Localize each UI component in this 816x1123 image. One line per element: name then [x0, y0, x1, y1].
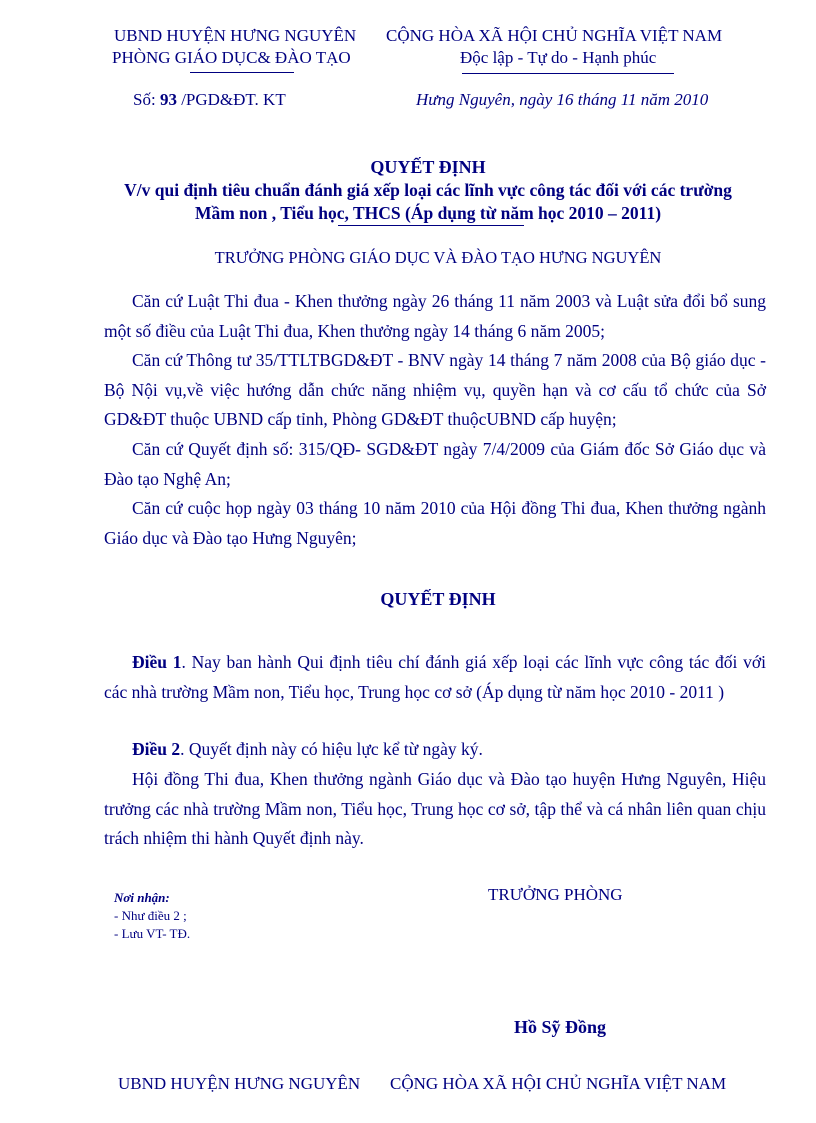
document-title: QUYẾT ĐỊNH [370, 157, 486, 177]
authority-line: TRƯỞNG PHÒNG GIÁO DỤC VÀ ĐÀO TẠO HƯNG NGUYÊN [214, 248, 662, 267]
header-right-rule [462, 73, 674, 74]
recipients-heading: Nơi nhận: [114, 890, 170, 905]
article-2-text: . Quyết định này có hiệu lực kể từ ngày ký. [180, 739, 483, 759]
ground-paragraph: Căn cứ cuộc họp ngày 03 tháng 10 năm 2010 của Hội đồng Thi đua, Khen thưởng ngành Giáo dục và Đào tạo Hưng Nguyên; [104, 498, 766, 548]
article-2-label: Điều 2 [132, 739, 181, 759]
national-motto: Độc lập - Tự do - Hạnh phúc [460, 48, 657, 67]
article-1-label: Điều 1 [132, 652, 182, 672]
header-left-rule [190, 72, 294, 73]
ground-paragraph: Căn cứ Thông tư 35/TTLTBGD&ĐT - BNV ngày 14 tháng 7 năm 2008 của Bộ giáo dục - Bộ Nội vụ,về việc hướng dẫn chức năng nhiệm vụ, quyền hạn và cơ cấu tổ chức của Sở GD&ĐT thuộc UBND cấp tỉnh, Phòng GD&ĐT thuộcUBND cấp huyện; [104, 350, 766, 429]
article-2 [104, 735, 766, 765]
document-number [133, 90, 286, 110]
document-number-value: 93 [159, 90, 177, 109]
closing-paragraph: Hội đồng Thi đua, Khen thưởng ngành Giáo dục và Đào tạo huyện Hưng Nguyên, Hiệu trưởng các nhà trường Mầm non, Tiểu học, Trung học cơ sở, tập thể và cá nhân liên quan chịu trách nhiệm thi hành Quyết định này. [104, 769, 766, 848]
article-1-text: . Nay ban hành Qui định tiêu chí đánh giá xếp loại các lĩnh vực công tác đối với các nhà trường Mầm non, Tiểu học, Trung học cơ sở (Áp dụng từ năm học 2010 - 2011 ) [104, 652, 767, 702]
document-number-prefix: Số: [133, 90, 160, 109]
subject-rule [338, 225, 524, 226]
recipient-item: - Như điều 2 ; [114, 908, 187, 923]
issuing-authority-office: PHÒNG GIÁO DỤC& ĐÀO TẠO [112, 48, 351, 67]
ground-paragraph: Căn cứ Luật Thi đua - Khen thưởng ngày 26 tháng 11 năm 2003 và Luật sửa đổi bổ sung một số điều của Luật Thi đua, Khen thưởng ngày 14 tháng 6 năm 2005; [104, 291, 766, 341]
article-1 [104, 648, 766, 707]
place-and-date: Hưng Nguyên, ngày 16 tháng 11 năm 2010 [416, 90, 709, 109]
document-number-suffix: /PGD&ĐT. KT [176, 90, 286, 109]
document-subject-line2: Mầm non , Tiểu học, THCS (Áp dụng từ năm học 2010 – 2011) [194, 203, 662, 223]
ground-paragraph: Căn cứ Quyết định số: 315/QĐ- SGD&ĐT ngày 7/4/2009 của Giám đốc Sở Giáo dục và Đào tạo Nghệ An; [104, 439, 766, 489]
signatory-name: Hồ Sỹ Đồng [514, 1017, 607, 1037]
document-subject-line1: V/v qui định tiêu chuẩn đánh giá xếp loại các lĩnh vực công tác đối với các trường [124, 180, 732, 200]
decision-heading: QUYẾT ĐỊNH [380, 589, 496, 609]
national-title: CỘNG HÒA XÃ HỘI CHỦ NGHĨA VIỆT NAM [386, 26, 723, 45]
recipient-item: - Lưu VT- TĐ. [114, 926, 191, 941]
issuing-authority-district: UBND HUYỆN HƯNG NGUYÊN [114, 26, 357, 45]
signature-title: TRƯỞNG PHÒNG [488, 885, 623, 904]
footer-authority: UBND HUYỆN HƯNG NGUYÊN [118, 1074, 361, 1093]
footer-national-title: CỘNG HÒA XÃ HỘI CHỦ NGHĨA VIỆT NAM [390, 1074, 727, 1093]
